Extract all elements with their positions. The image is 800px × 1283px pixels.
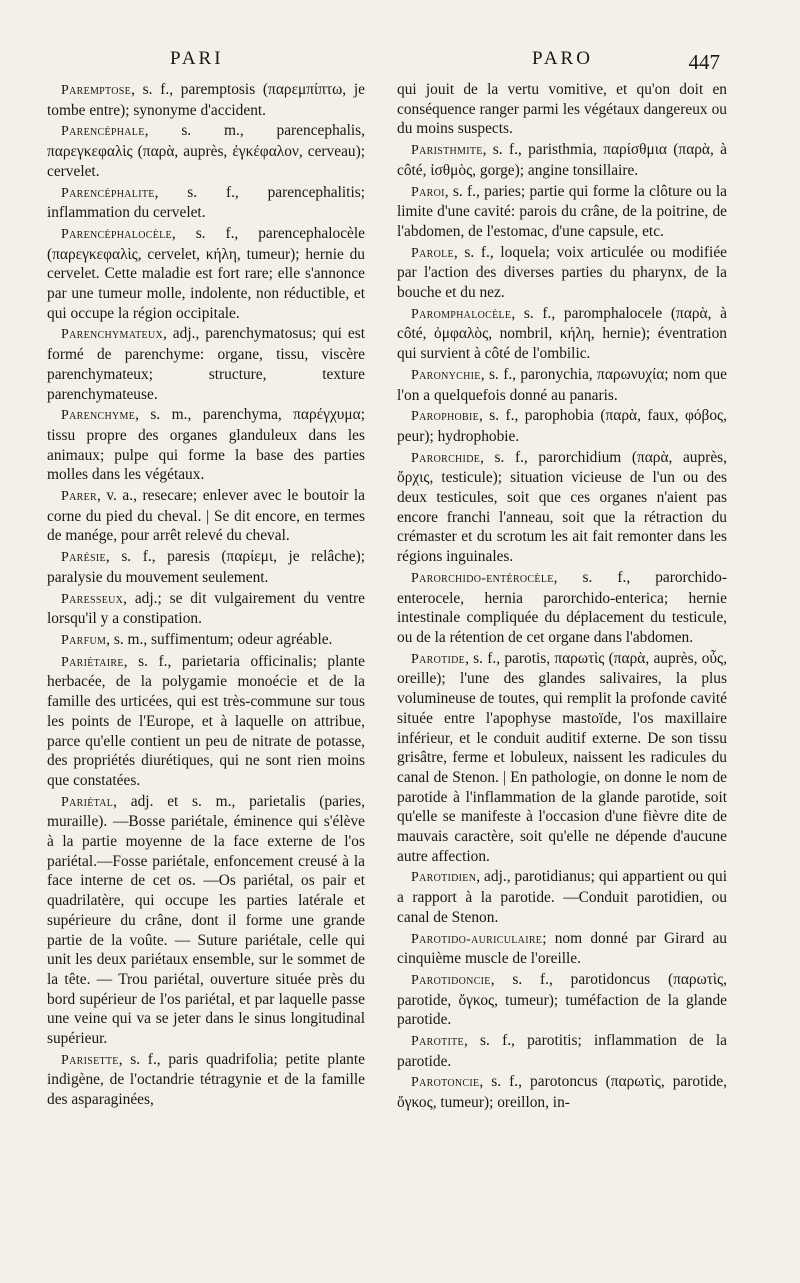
entry-definition: , s. f., parotitis; inflammation de la parotide.: [397, 1032, 727, 1070]
entry-headword: Parotido-auriculaire: [411, 931, 543, 947]
entry-headword: Parotidien: [411, 870, 477, 886]
entry-headword: Parotidoncie: [411, 972, 491, 988]
entry-definition: , adj., parotidianus; qui appartient ou qui a rapport à la parotide. —Conduit parotidien, ou canal de Stenon.: [397, 868, 727, 926]
entry-headword: Parotide: [411, 651, 466, 667]
dictionary-entry: [47, 405, 365, 485]
dictionary-entry: [47, 1050, 365, 1110]
entry-definition: , adj. et s. m., parietalis (paries, muraille). —Bosse pariétale, éminence qui s'élève à la partie moyenne de la face externe de l'os pariétal.—Fosse pariétale, enfoncement creusé à la face interne de cet os. —Os pariétal, os pair et quadrilatère, qui occupe les parties latérale et supérieure du crâne, dont il forme une grande partie de la voûte. — Suture pariétale, celle qui unit les deux pariétaux ensemble, sur le sommet de la tête. — Trou pariétal, ouverture située près du bord supérieur de l'os pariétal, et par laquelle passe une veine qui va se jeter dans le sinus longitudinal supérieur.: [47, 792, 365, 1048]
dictionary-entry: [397, 406, 727, 446]
dictionary-entry: [47, 589, 365, 629]
entry-headword: Parotoncie: [411, 1075, 480, 1091]
dictionary-entry: [397, 1031, 727, 1071]
dictionary-entry: [47, 547, 365, 587]
dictionary-entry: [397, 140, 727, 180]
entry-headword: Paremptose: [61, 83, 132, 98]
entry-headword: Parophobie: [411, 409, 480, 425]
entry-headword: Parencéphale: [61, 124, 145, 140]
dictionary-entry: [47, 121, 365, 181]
entry-definition: , s. m., parenchyma, παρέγχυμα; tissu propre des organes glanduleux dans les animaux; pulpe qui forme la base des parties molles dans les végétaux.: [47, 406, 365, 484]
entry-headword: Parenchymateux: [61, 327, 163, 343]
entry-headword: Parenchyme: [61, 408, 136, 424]
entry-headword: Paronychie: [411, 367, 481, 383]
entry-headword: Paromphalocèle: [411, 306, 512, 322]
entry-headword: Parencéphalite: [61, 185, 155, 201]
entry-definition: , s. f., paresis (παρίεμι, je relâche); paralysie du mouvement seulement.: [47, 548, 365, 586]
entry-definition: , s. f., parotoncus (παρωτὶς, parotide, ὄγκος, tumeur); oreillon, in-: [397, 1073, 727, 1112]
entry-headword: Pariétal: [61, 794, 114, 810]
left-running-head: PARI: [170, 48, 224, 69]
dictionary-entry: [47, 224, 365, 324]
entry-headword: Paroi: [411, 184, 445, 200]
entry-definition: , s. f., parophobia (παρὰ, faux, φόβος, peur); hydrophobie.: [397, 407, 727, 445]
entry-definition: , s. f., paries; partie qui forme la clôture ou la limite d'une cavité: parois du crâne, de la poitrine, de l'abdomen, de l'estomac, d'une capsule, etc.: [397, 182, 727, 240]
entry-definition: , s. f., parotidoncus (παρωτὶς, parotide, ὄγκος, tumeur); tuméfaction de la glande parotide.: [397, 970, 727, 1029]
entry-definition: , s. f., parorchido-enterocele, hernia parorchido-enterica; hernie intestinale compliquée du déplacement du testicule, ou de la rétention de cet organe dans l'abdomen.: [397, 568, 727, 646]
entry-definition: , adj.; se dit vulgairement du ventre lorsqu'il y a constipation.: [47, 589, 365, 628]
dictionary-entry: [397, 304, 727, 364]
entry-headword: Parfum: [61, 632, 107, 648]
dictionary-entry: [47, 183, 365, 223]
entry-definition: , s. m., parencephalis, παρεγκεφαλὶς (παρὰ, auprès, ἐγκέφαλον, cerveau); cervelet.: [47, 122, 365, 180]
entry-definition: qui jouit de la vertu vomitive, et qu'on doit en conséquence ranger parmi les végétaux dangereux ou du moins suspects.: [397, 81, 727, 138]
entry-definition: ; nom donné par Girard au cinquième muscle de l'oreille.: [397, 929, 727, 968]
entry-headword: Parorchido-entérocèle: [411, 570, 554, 586]
entry-definition: , v. a., resecare; enlever avec le boutoir la corne du pied du cheval. | Se dit encore, en termes de manége, pour arrêt relevé du cheval.: [47, 487, 365, 545]
dictionary-entry: [47, 630, 365, 651]
right-column: [397, 80, 727, 1114]
dictionary-entry: [397, 243, 727, 303]
entry-definition: , s. f., parencephalitis; inflammation du cervelet.: [47, 183, 365, 222]
dictionary-entry: [397, 365, 727, 405]
entry-definition: , s. f., paris quadrifolia; petite plante indigène, de l'octandrie tétragynie et de la famille des asparaginées,: [47, 1050, 365, 1109]
dictionary-entry: [397, 182, 727, 242]
entry-headword: Parorchide: [411, 450, 481, 466]
dictionary-entry: [397, 970, 727, 1030]
dictionary-entry: [47, 652, 365, 791]
entry-definition: , s. f., paristhmia, παρίσθμια (παρὰ, à côté, ἰσθμὸς, gorge); angine tonsillaire.: [397, 141, 727, 179]
entry-definition: , s. f., paromphalocele (παρὰ, à côté, ὀμφαλὸς, nombril, κήλη, hernie); éventration qui survient à côté de l'ombilic.: [397, 304, 727, 363]
entry-definition: , s. f., loquela; voix articulée ou modifiée par l'action des diverses parties du pharynx, de la bouche et du nez.: [397, 243, 727, 302]
left-column: [47, 80, 365, 1111]
entry-definition: , s. f., paronychia, παρωνυχία; nom que l'on a quelquefois donné au panaris.: [397, 365, 727, 404]
entry-definition: , s. f., parotis, παρωτὶς (παρὰ, auprès, οὖς, oreille); l'une des glandes salivaires, la plus volumineuse de toutes, qui remplit la profonde cavité située entre l'apophyse mastoïde, l'os maxillaire inférieur, et le conduit auditif externe. De son tissu grisâtre, ferme et lobuleux, naissent les radicules du canal de Stenon. | En pathologie, on donne le nom de parotide à l'inflammation de la glande parotide, soit qu'elle se manifeste à l'occasion d'une fièvre dite de mauvais caractère, soit qu'elle ne dépende d'aucune autre affection.: [397, 649, 727, 865]
entry-definition: , s. f., parencephalocèle (παρεγκεφαλὶς, cervelet, κήλη, tumeur); hernie du cervelet. Cette maladie est fort rare; elle s'annonce par une tumeur molle, indolente, non réductible, et qui occupe la région occipitale.: [47, 224, 365, 322]
dictionary-entry: [47, 324, 365, 404]
dictionary-entry: [47, 792, 365, 1049]
entry-headword: Pariétaire: [61, 654, 124, 670]
dictionary-entry: [397, 80, 727, 139]
entry-definition: , s. m., suffimentum; odeur agréable.: [106, 630, 333, 648]
dictionary-entry: [397, 1072, 727, 1112]
dictionary-entry: [397, 929, 727, 969]
dictionary-entry: [47, 80, 365, 120]
entry-definition: , s. f., parorchidium (παρὰ, auprès, ὄρχις, testicule); situation vicieuse de l'un ou des deux testicules, soit que ces organes n'aient pas encore franchi l'anneau, soit que la rétraction du crémaster et du scrotum les ait fait remonter dans les régions inguinales.: [397, 448, 727, 566]
right-running-head: PARO: [532, 48, 593, 69]
entry-headword: Paristhmite: [411, 143, 483, 159]
dictionary-entry: [397, 448, 727, 567]
entry-definition: , s. f., paremptosis (παρεμπίπτω, je tombe entre); synonyme d'accident.: [47, 81, 365, 119]
entry-headword: Parencéphalocèle: [61, 226, 172, 242]
dictionary-entry: [397, 867, 727, 927]
entry-definition: , adj., parenchymatosus; qui est formé de parenchyme: organe, tissu, viscère parenchymateux; structure, texture parenchymateuse.: [47, 325, 365, 403]
page-header: [70, 48, 730, 76]
dictionary-entry: [397, 568, 727, 648]
dictionary-entry: [47, 486, 365, 546]
page-number: 447: [688, 50, 720, 74]
entry-headword: Parole: [411, 245, 454, 261]
entry-headword: Parésie: [61, 550, 106, 566]
entry-headword: Paresseux: [61, 591, 124, 607]
entry-headword: Parisette: [61, 1052, 119, 1068]
dictionary-entry: [397, 649, 727, 867]
entry-headword: Parer: [61, 489, 97, 505]
entry-definition: , s. f., parietaria officinalis; plante herbacée, de la polygamie monoécie et de la famille des urticées, qui est très-commune sur tous les points de l'Europe, et à laquelle on attribue, parce qu'elle contient un peu de nitrate de potasse, des propriétés diurétiques, qui ne sont rien moins que constatées.: [47, 652, 365, 789]
entry-headword: Parotite: [411, 1034, 464, 1050]
